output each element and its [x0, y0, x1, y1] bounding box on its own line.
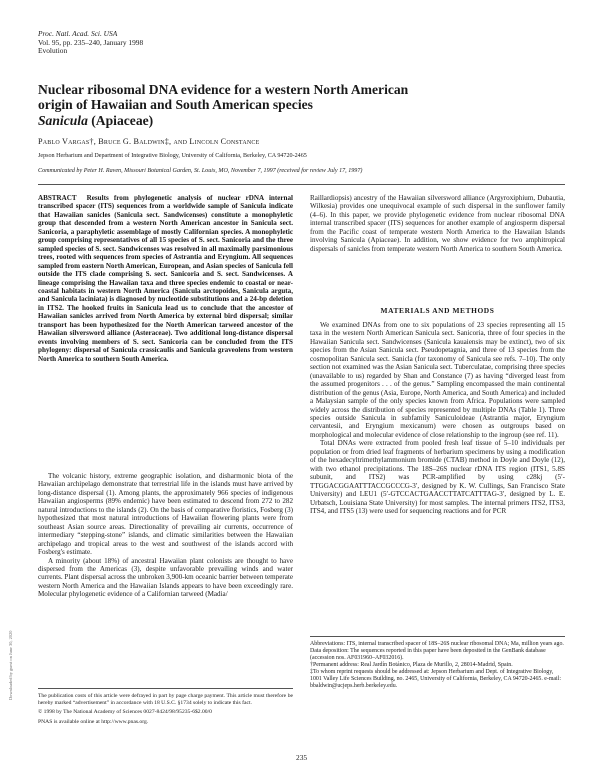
- journal-volume: Vol. 95, pp. 235–240, January 1998: [38, 37, 144, 47]
- journal-name: Proc. Natl. Acad. Sci. USA: [38, 29, 118, 38]
- footnote-costs: The publication costs of this article were defrayed in part by page charge payment. This article must therefore be hereby marked “advertisement” in accordance with 18 U.S.C. §1734 solely to indicate this fact.: [38, 693, 293, 706]
- intro-continued-paragraph: Raillardiopsis) ancestry of the Hawaiian silversword alliance (Argyroxiphium, Dubautia, Wilkesia) provides one unequivocal example of such dispersal in the sunflower family (4–6). In this paper, we provide phylogenetic evidence from nuclear ribosomal DNA internal transcribed spacer (ITS) sequences for another example of angiosperm dispersal from the Pacific coast of temperate western North America to the Hawaiian Islands involving Sanicula (Apiaceae). In addition, we show evidence for two amphitropical dispersals of sanicles from temperate western North America to southern South America.: [310, 194, 565, 253]
- footnote-copyright: © 1998 by The National Academy of Sciences 0027-8424/98/95235-6$2.00/0: [38, 709, 212, 716]
- publication-footnote: [38, 693, 293, 729]
- author-list: Pablo Vargas†, Bruce G. Baldwin‡, and Lincoln Constance: [38, 137, 260, 146]
- abstract-text: Results from phylogenetic analysis of nuclear rDNA internal transcribed spacer (ITS) sequences from a worldwide sample of Sanicula indicate that Hawaiian sanicles (Sanicula sect. Sandwicenses) constitute a monophyletic group that descended from a western North American ancestor in Sanicula sect. Sanicoria, a paraphyletic assemblage of mostly Californian species. A monophyletic group comprising representatives of all 15 species of S. sect. Sanicoria and the three sampled species of S. sect. Sandwicenses was resolved in all maximally parsimonious trees, rooted with sequences from species of Astrantia and Eryngium. All sequences sampled from eastern North American, European, and Asian species of Sanicula fell outside the ITS clade comprising S. sect. Sanicoria and S. sect. Sandwicenses. A lineage comprising the Hawaiian taxa and three species endemic to coastal or near-coastal habitats in western North America (Sanicula arctopoides, Sanicula arguta, and Sanicula laciniata) is diagnosed by nucleotide substitutions and a 24-bp deletion in ITS2. The hooked fruits in Sanicula lead us to conclude that the ancestor of Hawaiian sanicles arrived from North America by external bird dispersal; similar transport has been hypothesized for the North American tarweed ancestor of the Hawaiian silversword alliance (Asteraceae). Two additional long-distance dispersal events involving members of S. sect. Sanicoria can be concluded from the ITS phylogeny: dispersal of Sanicula crassicaulis and Sanicula graveolens from western North America to southern South America.: [38, 194, 293, 363]
- methods-paragraph-2: Total DNAs were extracted from pooled fresh leaf tissue of 5–10 individuals per population or from dried leaf fragments of herbarium specimens by using a modification of the hexadecyltrimethylammonium bromide (CTAB) method in Doyle and Doyle (12), with two ethanol precipitations. The 18S–26S nuclear rDNA ITS region (ITS1, 5.8S subunit, and ITS2) was PCR-amplified by using c28kj (5′-TTGGACGGAATTTACCGCCCG-3′, designed by K. W. Cullings, San Francisco State University) and LEU1 (5′-GTCCACTGAACCTTATCATTTAG-3′, designed by L. E. Urbatsch, Louisiana State University) for most samples. The internal primers ITS2, ITS3, ITS4, and ITS5 (13) were used for sequencing reactions and for PCR: [310, 439, 565, 515]
- footnote-reprint-requests: ‡To whom reprint requests should be addressed at: Jepson Herbarium and Dept. of Integrative Biology, 1001 Valley Life Sciences Building, no. 2465, University of California, Berkeley, CA 94720-2465. e-mail: bbaldwin@ucjeps.herb.berkeley.edu.: [310, 669, 561, 689]
- footnote-abbreviations: Abbreviations: ITS, internal transcribed spacer of 18S–26S nuclear ribosomal DNA; Ma, million years ago.: [310, 641, 564, 647]
- title-family: (Apiaceae): [87, 112, 154, 128]
- footnote-rule-left: [38, 688, 293, 689]
- download-watermark: Downloaded by guest on June 30, 2020: [8, 630, 13, 700]
- methods-paragraph-1: We examined DNAs from one to six populations of 23 species representing all 15 taxa in the western North American Sanicula sect. Sanicoria, three of four species in the Hawaiian Sanicula sect. Sandwicenses (Sanicula kauaiensis may be extinct), two of six species from the Asian Sanicula sect. Pseudopetagnia, and three of 13 species from the cosmopolitan Sanicula sect. Sanicla (for taxonomy of Sanicula see refs. 7–10). The only section not examined was the Asian Sanicula sect. Tuberculatae, comprising three species (unavailable to us) regarded by Shan and Constance (7) as having “diverged least from the assumed progenitors . . . of the genus.” Sampling encompassed the main continental distribution of the genus (Asia, Europe, North America, and South America) and included a Malaysian sample of the only species known from Africa. Populations were sampled widely across the distribution of species represented by multiple DNAs (Table 1). Three species outside Sanicula in subfamily Saniculoideae (Astrantia major, Eryngium cervantesii, and Eryngium mexicanum) were chosen as outgroups based on morphological and molecular evidence of close relationship to the ingroup (see ref. 11).: [310, 321, 565, 439]
- title-genus: Sanicula: [38, 112, 88, 128]
- methods-section: [310, 321, 565, 515]
- intro-paragraph-1: The volcanic history, extreme geographic isolation, and disharmonic biota of the Hawaiian archipelago demonstrate that terrestrial life in the islands must have arrived by long-distance dispersal (1). Among plants, the approximately 966 species of indigenous Hawaiian angiosperms (89% endemic) have been estimated to descend from 272 to 282 natural introductions to the islands (2). On the basis of comparative floristics, Fosberg (3) hypothesized that most natural introductions of Hawaiian flowering plants were from southeast Asian source areas. Directionality of prevailing air currents, occurrence of intermediary “stepping-stone” islands, and climatic similarities between the Hawaiian archipelago and tropical areas to the west and southwest of the islands accord with Fosberg's estimate.: [38, 472, 293, 557]
- author-footnotes: [310, 641, 565, 690]
- page-number: 235: [296, 753, 308, 762]
- journal-section: Evolution: [38, 46, 68, 56]
- section-heading-methods: MATERIALS AND METHODS: [380, 306, 495, 315]
- footnote-data-deposition: Data deposition: The sequences reported in this paper have been deposited in the GenBank database (accession nos. AF031960–AF032016).: [310, 648, 546, 661]
- footnote-rule-right: [310, 636, 565, 637]
- introduction: [38, 472, 293, 599]
- footnote-online: PNAS is available online at http://www.pnas.org.: [38, 719, 149, 726]
- intro-continued: [310, 194, 565, 253]
- journal-header: [38, 30, 143, 56]
- abstract: [38, 194, 293, 363]
- footnote-permanent-address: †Permanent address: Real Jardín Botánico, Plaza de Murillo, 2, 28014-Madrid, Spain.: [310, 662, 513, 668]
- title-line-2: origin of Hawaiian and South American species: [38, 97, 313, 113]
- header-rule: [38, 184, 565, 185]
- paper-title: [38, 82, 558, 128]
- title-line-1: Nuclear ribosomal DNA evidence for a western North American: [38, 82, 409, 97]
- communicated-by: Communicated by Peter H. Raven, Missouri Botanical Garden, St. Louis, MO, November 7, 1997 (received for review July 17, 1997): [38, 168, 363, 174]
- abstract-label: ABSTRACT: [38, 194, 77, 202]
- affiliation: Jepson Herbarium and Department of Integrative Biology, University of California, Berkeley, CA 94720-2465: [38, 153, 307, 159]
- intro-paragraph-2: A minority (about 18%) of ancestral Hawaiian plant colonists are thought to have dispersed from the Americas (3), despite unfavorable prevailing winds and water currents. Plant dispersal across the unbroken 3,900-km oceanic barrier between temperate western North America and the Hawaiian Islands appears to have been exceedingly rare. Molecular phylogenetic evidence of a Californian tarweed (Madia/: [38, 556, 293, 599]
